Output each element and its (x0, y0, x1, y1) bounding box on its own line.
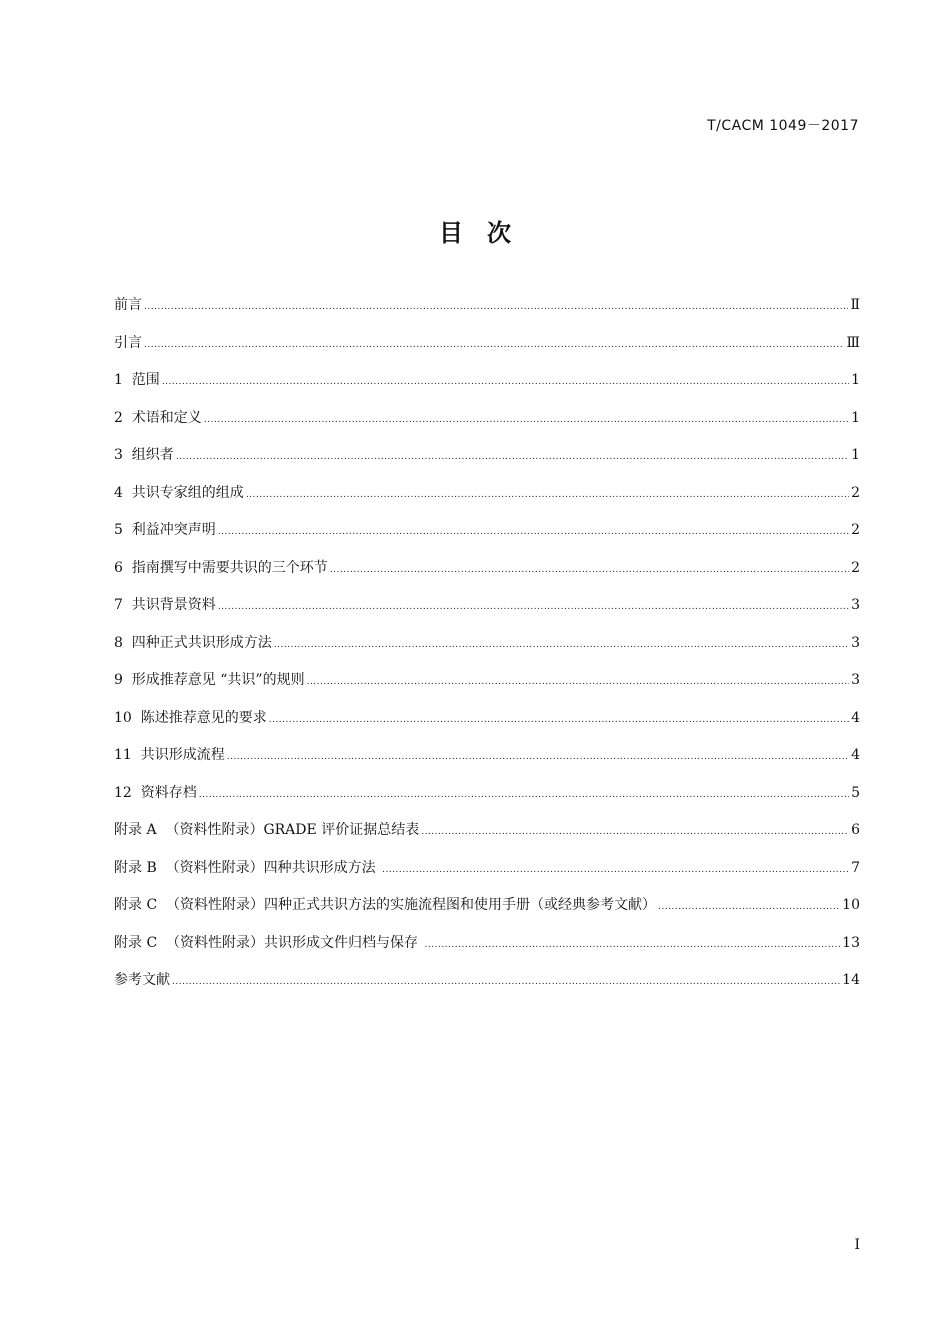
toc-entry-page: 3 (851, 634, 860, 651)
toc-leader-dots (227, 744, 849, 770)
page-title: 目 次 (439, 219, 511, 247)
toc-leader-dots (307, 669, 850, 695)
toc-entry-page: 4 (851, 709, 860, 726)
toc-entry-label: 6 指南撰写中需要共识的三个环节 (114, 559, 328, 576)
toc-entry-page: 6 (851, 822, 860, 838)
toc-entry[interactable] (114, 817, 860, 855)
table-of-contents (114, 292, 860, 1005)
toc-entry-label: 参考文献 (114, 972, 170, 988)
toc-entry[interactable] (114, 517, 860, 555)
toc-entry-page: Ⅱ (850, 297, 860, 313)
toc-leader-dots (425, 932, 841, 958)
toc-entry-page: 5 (851, 784, 860, 801)
toc-entry[interactable] (114, 630, 860, 668)
toc-leader-dots (144, 332, 844, 358)
toc-entry-label: 2 术语和定义 (114, 409, 202, 426)
toc-leader-dots (144, 294, 848, 320)
toc-entry-label: 1 范围 (114, 372, 160, 388)
toc-entry-label: 附录 B （资料性附录）四种共识形成方法 (114, 859, 381, 876)
toc-leader-dots (330, 557, 849, 583)
toc-entry-label: 3 组织者 (114, 447, 174, 463)
toc-entry-page: 4 (851, 747, 860, 763)
toc-leader-dots (172, 969, 840, 995)
toc-entry[interactable] (114, 855, 860, 893)
toc-entry[interactable] (114, 405, 860, 443)
toc-leader-dots (246, 482, 849, 508)
toc-leader-dots (218, 519, 849, 545)
toc-entry-page: 2 (851, 522, 860, 538)
toc-entry[interactable] (114, 742, 860, 780)
toc-entry[interactable] (114, 780, 860, 818)
toc-entry-label: 附录 A （资料性附录）GRADE 评价证据总结表 (114, 822, 420, 838)
toc-entry-label: 4 共识专家组的组成 (114, 484, 244, 501)
toc-entry-page: 13 (842, 934, 860, 951)
standard-number: T/CACM 1049－2017 (707, 118, 859, 134)
toc-entry-label: 8 四种正式共识形成方法 (114, 634, 272, 651)
toc-entry-page: 14 (842, 972, 860, 988)
toc-entry-label: 7 共识背景资料 (114, 597, 216, 613)
toc-leader-dots (199, 782, 849, 808)
toc-entry-page: 1 (851, 409, 860, 426)
toc-entry-page: 10 (842, 897, 860, 913)
toc-leader-dots (269, 707, 849, 733)
toc-entry-label: 5 利益冲突声明 (114, 522, 216, 538)
toc-entry[interactable] (114, 367, 860, 405)
toc-entry[interactable] (114, 480, 860, 518)
toc-entry[interactable] (114, 592, 860, 630)
toc-entry[interactable] (114, 892, 860, 930)
toc-entry[interactable] (114, 555, 860, 593)
toc-leader-dots (421, 819, 849, 845)
toc-entry-page: 2 (851, 484, 860, 501)
toc-entry[interactable] (114, 292, 860, 330)
toc-entry-label: 附录 C （资料性附录）共识形成文件归档与保存 (114, 934, 423, 951)
toc-entry[interactable] (114, 705, 860, 743)
toc-entry-label: 附录 C （资料性附录）四种正式共识方法的实施流程图和使用手册（或经典参考文献） (114, 897, 657, 913)
toc-entry-label: 引言 (114, 334, 142, 351)
toc-entry-page: 3 (851, 597, 860, 613)
toc-entry-label: 10 陈述推荐意见的要求 (114, 709, 267, 726)
toc-entry-label: 前言 (114, 297, 142, 313)
toc-leader-dots (218, 594, 849, 620)
toc-entry[interactable] (114, 442, 860, 480)
toc-entry-label: 11 共识形成流程 (114, 747, 225, 763)
toc-entry-page: 3 (851, 672, 860, 688)
toc-entry-label: 12 资料存档 (114, 784, 197, 801)
toc-entry-page: 7 (851, 859, 860, 876)
toc-leader-dots (176, 444, 849, 470)
toc-entry-page: 1 (851, 447, 860, 463)
toc-entry-page: 2 (851, 559, 860, 576)
toc-entry[interactable] (114, 967, 860, 1005)
toc-entry[interactable] (114, 330, 860, 368)
toc-leader-dots (162, 369, 849, 395)
toc-entry[interactable] (114, 667, 860, 705)
toc-leader-dots (274, 632, 849, 658)
toc-leader-dots (382, 857, 849, 883)
toc-leader-dots (658, 894, 840, 920)
toc-leader-dots (204, 407, 849, 433)
toc-entry[interactable] (114, 930, 860, 968)
toc-entry-label: 9 形成推荐意见 “共识”的规则 (114, 672, 305, 688)
toc-entry-page: Ⅲ (846, 334, 860, 351)
page-number: I (854, 1237, 860, 1253)
toc-entry-page: 1 (851, 372, 860, 388)
